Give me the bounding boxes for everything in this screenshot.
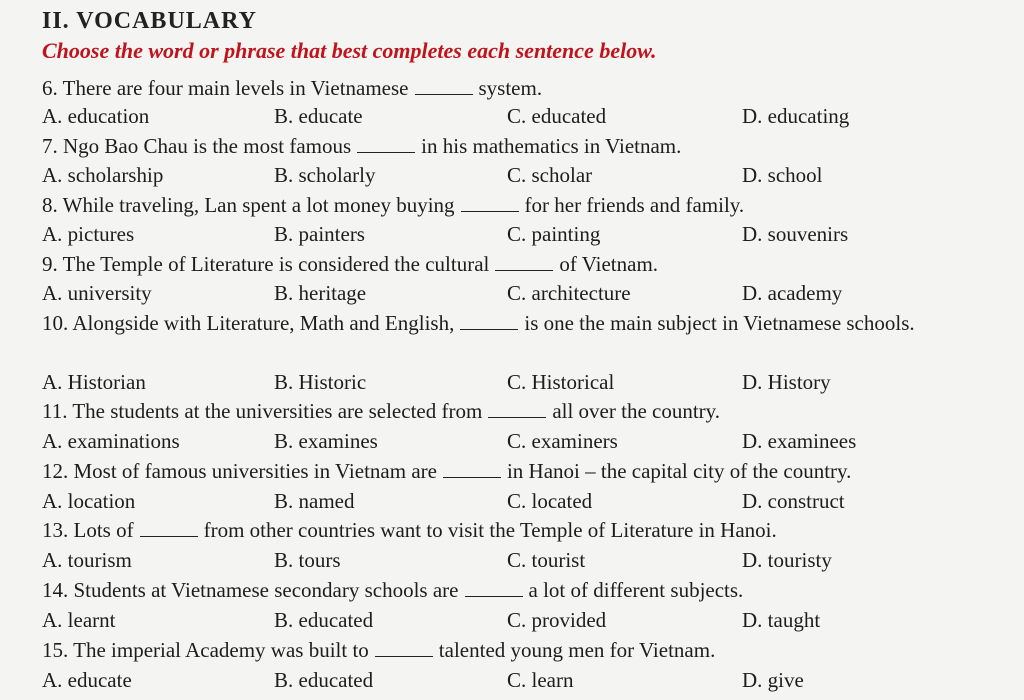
question-11: [42, 398, 720, 424]
question-13: [42, 517, 777, 543]
option-a[interactable]: A. location: [42, 489, 136, 513]
option-b[interactable]: B. educate: [274, 104, 363, 128]
option-b[interactable]: B. scholarly: [274, 163, 376, 187]
question-number: 11.: [42, 399, 68, 423]
option-a[interactable]: A. university: [42, 281, 152, 305]
question-15: [42, 637, 715, 663]
options-row-14: [42, 607, 1002, 633]
answer-blank: [443, 463, 501, 478]
option-a[interactable]: A. pictures: [42, 222, 135, 246]
question-number: 6.: [42, 76, 58, 100]
option-b[interactable]: B. painters: [274, 222, 365, 246]
question-text-after: is one the main subject in Vietnamese schools.: [524, 311, 915, 335]
answer-blank: [461, 197, 519, 212]
question-12: [42, 458, 851, 484]
option-c[interactable]: C. painting: [507, 222, 601, 246]
option-d[interactable]: D. construct: [742, 489, 845, 513]
options-row-6: [42, 103, 1002, 129]
question-number: 9.: [42, 252, 58, 276]
option-d[interactable]: D. give: [742, 668, 804, 692]
option-d[interactable]: D. academy: [742, 281, 843, 305]
option-b[interactable]: B. heritage: [274, 281, 367, 305]
question-text-after: for her friends and family.: [524, 193, 745, 217]
question-text-before: While traveling, Lan spent a lot money buying: [62, 193, 455, 217]
answer-blank: [415, 80, 473, 95]
question-text-after: from other countries want to visit the Temple of Literature in Hanoi.: [203, 518, 777, 542]
question-text-after: in his mathematics in Vietnam.: [421, 134, 682, 158]
question-text-before: Lots of: [73, 518, 134, 542]
question-number: 8.: [42, 193, 58, 217]
question-9: [42, 251, 658, 277]
question-text-after: talented young men for Vietnam.: [438, 638, 716, 662]
option-b[interactable]: B. educated: [274, 668, 374, 692]
option-b[interactable]: B. named: [274, 489, 355, 513]
question-10: [42, 309, 1022, 337]
answer-blank: [465, 582, 523, 597]
question-number: 14.: [42, 578, 69, 602]
option-a[interactable]: A. educate: [42, 668, 132, 692]
option-a[interactable]: A. learnt: [42, 608, 116, 632]
option-d[interactable]: D. taught: [742, 608, 821, 632]
question-7: [42, 133, 681, 159]
option-c[interactable]: C. educated: [507, 104, 607, 128]
options-row-10: [42, 369, 1002, 395]
option-b[interactable]: B. educated: [274, 608, 374, 632]
option-c[interactable]: C. learn: [507, 668, 574, 692]
option-c[interactable]: C. architecture: [507, 281, 631, 305]
option-a[interactable]: A. education: [42, 104, 150, 128]
option-d[interactable]: D. touristy: [742, 548, 832, 572]
option-a[interactable]: A. tourism: [42, 548, 132, 572]
question-text-before: The Temple of Literature is considered the cultural: [62, 252, 490, 276]
question-text-after: in Hanoi – the capital city of the country.: [506, 459, 852, 483]
answer-blank: [460, 315, 518, 330]
question-text-after: all over the country.: [552, 399, 721, 423]
question-text-before: Most of famous universities in Vietnam are: [73, 459, 437, 483]
options-row-12: [42, 488, 1002, 514]
option-d[interactable]: D. school: [742, 163, 823, 187]
option-d[interactable]: D. souvenirs: [742, 222, 849, 246]
question-number: 13.: [42, 518, 69, 542]
question-number: 12.: [42, 459, 69, 483]
question-text-before: The imperial Academy was built to: [73, 638, 369, 662]
options-row-13: [42, 547, 1002, 573]
option-d[interactable]: D. educating: [742, 104, 850, 128]
option-c[interactable]: C. Historical: [507, 370, 615, 394]
question-text-before: Students at Vietnamese secondary schools are: [73, 578, 459, 602]
option-b[interactable]: B. Historic: [274, 370, 367, 394]
option-c[interactable]: C. located: [507, 489, 593, 513]
question-6: [42, 75, 542, 101]
question-number: 10.: [42, 311, 69, 335]
question-14: [42, 577, 743, 603]
question-number: 15.: [42, 638, 69, 662]
answer-blank: [488, 403, 546, 418]
question-text-after: of Vietnam.: [559, 252, 659, 276]
question-text-before: There are four main levels in Vietnamese: [62, 76, 409, 100]
question-text-before: The students at the universities are selected from: [72, 399, 483, 423]
option-c[interactable]: C. scholar: [507, 163, 593, 187]
options-row-11: [42, 428, 1002, 454]
option-d[interactable]: D. examinees: [742, 429, 857, 453]
section-instruction: Choose the word or phrase that best completes each sentence below.: [42, 38, 657, 63]
option-c[interactable]: C. examiners: [507, 429, 618, 453]
section-heading: II. VOCABULARY: [42, 8, 257, 34]
question-number: 7.: [42, 134, 58, 158]
option-c[interactable]: C. provided: [507, 608, 607, 632]
question-8: [42, 192, 744, 218]
options-row-9: [42, 280, 1002, 306]
question-text-after: system.: [478, 76, 543, 100]
answer-blank: [357, 138, 415, 153]
option-b[interactable]: B. tours: [274, 548, 341, 572]
answer-blank: [140, 522, 198, 537]
options-row-15: [42, 667, 1002, 693]
question-text-after: a lot of different subjects.: [528, 578, 744, 602]
option-a[interactable]: A. scholarship: [42, 163, 164, 187]
option-b[interactable]: B. examines: [274, 429, 378, 453]
question-text-before: Ngo Bao Chau is the most famous: [63, 134, 352, 158]
option-a[interactable]: A. Historian: [42, 370, 146, 394]
answer-blank: [495, 256, 553, 271]
answer-blank: [375, 642, 433, 657]
options-row-7: [42, 162, 1002, 188]
option-d[interactable]: D. History: [742, 370, 831, 394]
options-row-8: [42, 221, 1002, 247]
option-a[interactable]: A. examinations: [42, 429, 180, 453]
question-text-before: Alongside with Literature, Math and English,: [72, 311, 455, 335]
option-c[interactable]: C. tourist: [507, 548, 586, 572]
